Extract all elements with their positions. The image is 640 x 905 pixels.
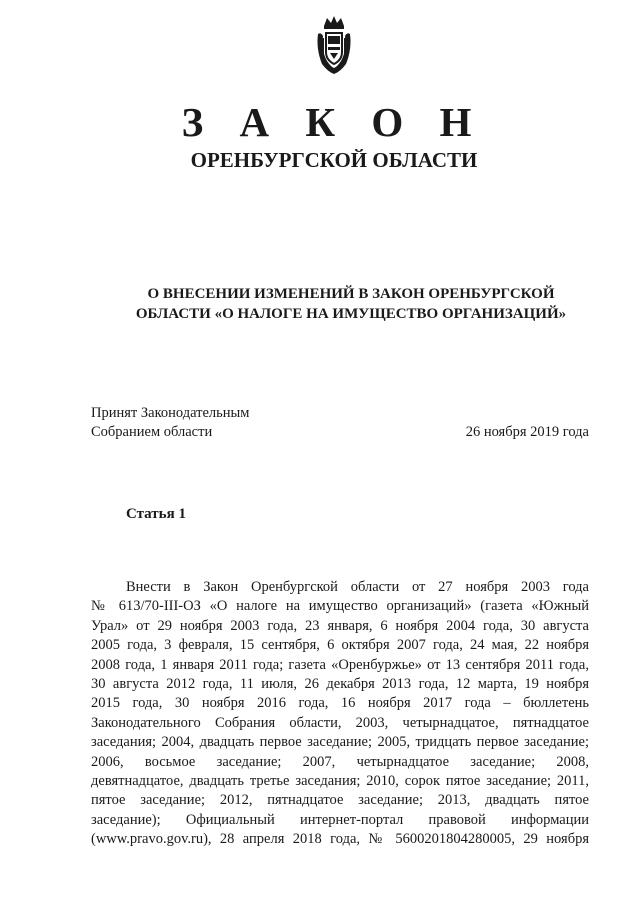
article-text-line: заседания; 2004, двадцать первое заседание; 2005, тридцать первое заседание; (91, 734, 589, 751)
article-heading: Статья 1 (126, 506, 186, 522)
orenburg-coat-of-arms-icon (314, 14, 354, 76)
adoption-line: Собранием области (91, 424, 213, 440)
article-text-line: Законодательного Собрания области, 2003, четырнадцатое, пятнадцатое (91, 714, 589, 731)
law-subject-line: О ВНЕСЕНИИ ИЗМЕНЕНИЙ В ЗАКОН ОРЕНБУРГСКОЙ (147, 286, 555, 302)
article-body (91, 578, 589, 850)
article-text-line: Внести в Закон Оренбургской области от 27 ноября 2003 года (126, 579, 589, 595)
article-text-line: 2015 года, 30 ноября 2016 года, 16 ноября 2017 года – бюллетень (91, 695, 589, 712)
article-text-line: № 613/70-III-ОЗ «О налоге на имущество организаций» (газета «Южный (91, 598, 589, 615)
article-text-line: пятое заседание; 2012, пятнадцатое заседание; 2013, двадцать пятое (91, 792, 589, 809)
adoption-line: Принят Законодательным (91, 405, 250, 421)
law-subject-line: ОБЛАСТИ «О НАЛОГЕ НА ИМУЩЕСТВО ОРГАНИЗАЦИЙ» (135, 306, 567, 322)
article-text-line: заседание); Официальный интернет-портал правовой информации (91, 811, 589, 828)
law-subject (80, 284, 622, 324)
law-title: З А К О Н (181, 99, 485, 145)
adoption-note (91, 404, 249, 442)
article-text-line: 2005 года, 3 февраля, 15 сентября, 6 октября 2007 года, 24 мая, 22 ноября (91, 637, 589, 654)
adoption-date: 26 ноября 2019 года (465, 424, 589, 440)
region-title: ОРЕНБУРГСКОЙ ОБЛАСТИ (190, 148, 478, 172)
article-text-line: 2008 года, 1 января 2011 года; газета «Оренбуржье» от 13 сентября 2011 года, (91, 656, 589, 673)
article-text-line: 30 августа 2012 года, 11 июля, 26 декабря 2013 года, 12 марта, 19 ноября (91, 676, 589, 693)
article-text-line: Урал» от 29 ноября 2003 года, 23 января, 6 ноября 2004 года, 30 августа (91, 617, 589, 634)
article-text-line: (www.pravo.gov.ru), 28 апреля 2018 года, № 5600201804280005, 29 ноября (91, 831, 589, 848)
article-text-line: девятнадцатое, двадцать третье заседания; 2010, сорок пятое заседание; 2011, (91, 773, 589, 790)
article-text-line: 2006, восьмое заседание; 2007, четырнадцатое заседание; 2008, (91, 753, 589, 770)
